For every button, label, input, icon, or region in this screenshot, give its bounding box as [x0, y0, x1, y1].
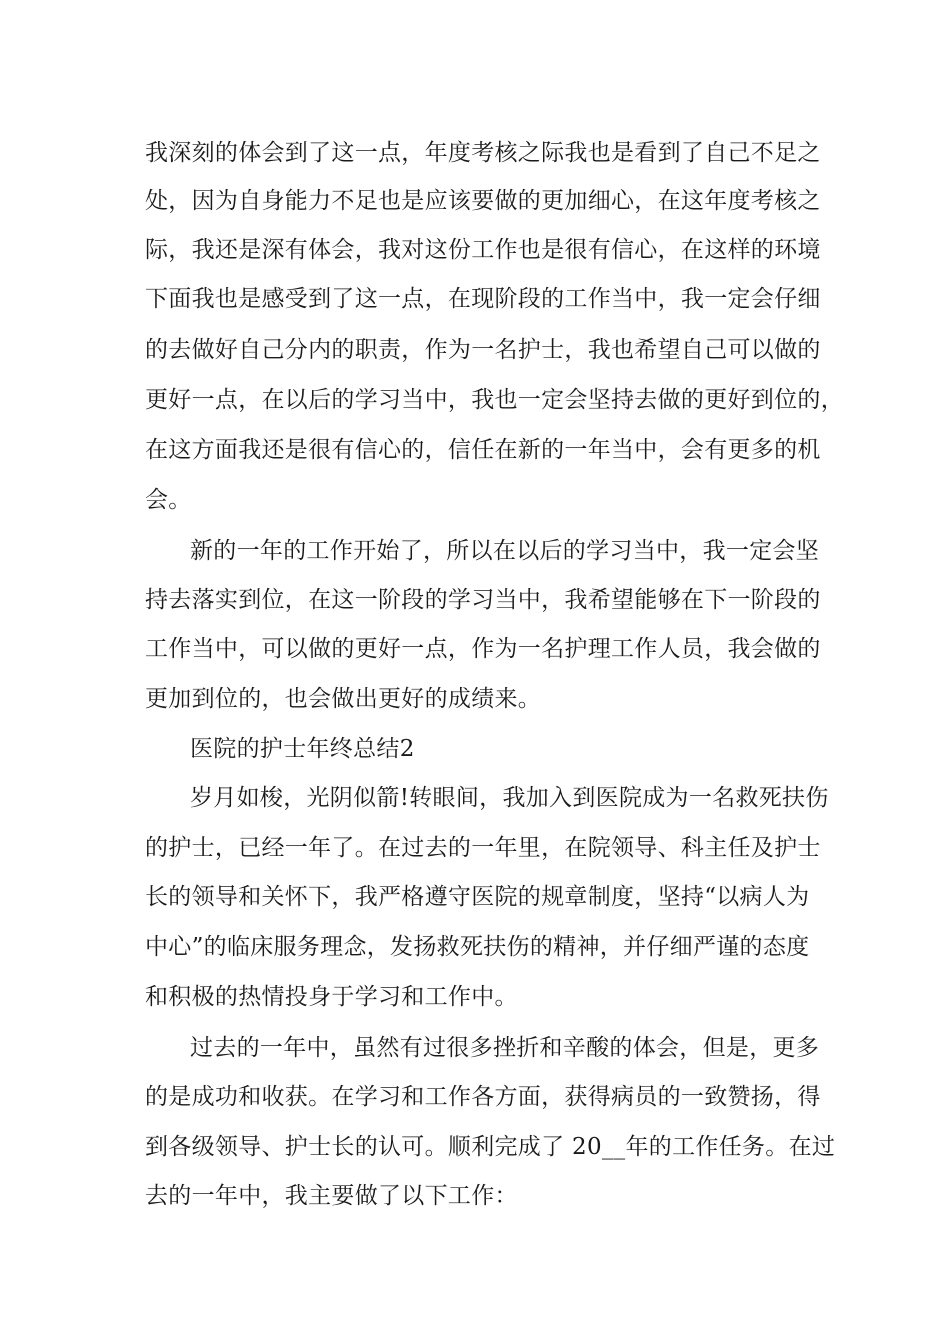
text-line: 的护士，已经一年了。在过去的一年里，在院领导、科主任及护士	[145, 835, 821, 861]
paragraph-first-line: 岁月如梭，光阴似箭!转眼间，我加入到医院成为一名救死扶伤	[190, 785, 829, 811]
paragraph-first-line: 过去的一年中，虽然有过很多挫折和辛酸的体会，但是，更多	[190, 1035, 820, 1061]
text-line: 和积极的热情投身于学习和工作中。	[145, 984, 518, 1010]
text-line: 工作当中，可以做的更好一点，作为一名护理工作人员，我会做的	[145, 636, 821, 662]
text-line: 的去做好自己分内的职责，作为一名护士，我也希望自己可以做的	[145, 337, 821, 363]
text-line: 去的一年中，我主要做了以下工作：	[145, 1183, 518, 1209]
text-line: 会。	[145, 487, 192, 513]
text-line: 持去落实到位，在这一阶段的学习当中，我希望能够在下一阶段的	[145, 587, 821, 613]
text-line: 际，我还是深有体会，我对这份工作也是很有信心，在这样的环境	[145, 237, 821, 263]
text-line: 中心”的临床服务理念，发扬救死扶伤的精神，并仔细严谨的态度	[145, 934, 810, 960]
text-line: 到各级领导、护士长的认可。顺利完成了 20__年的工作任务。在过	[145, 1134, 836, 1160]
section-heading: 医院的护士年终总结2	[190, 736, 415, 762]
text-line: 我深刻的体会到了这一点，年度考核之际我也是看到了自己不足之	[145, 140, 821, 166]
text-line: 更加到位的，也会做出更好的成绩来。	[145, 686, 542, 712]
text-line: 长的领导和关怀下，我严格遵守医院的规章制度，坚持“以病人为	[145, 884, 810, 910]
text-line: 的是成功和收获。在学习和工作各方面，获得病员的一致赞扬，得	[145, 1084, 821, 1110]
text-line: 在这方面我还是很有信心的，信任在新的一年当中，会有更多的机	[145, 437, 821, 463]
text-line: 更好一点，在以后的学习当中，我也一定会坚持去做的更好到位的，	[145, 387, 844, 413]
text-line: 处，因为自身能力不足也是应该要做的更加细心，在这年度考核之	[145, 188, 821, 214]
paragraph-first-line: 新的一年的工作开始了，所以在以后的学习当中，我一定会坚	[190, 538, 820, 564]
text-line: 下面我也是感受到了这一点，在现阶段的工作当中，我一定会仔细	[145, 286, 821, 312]
